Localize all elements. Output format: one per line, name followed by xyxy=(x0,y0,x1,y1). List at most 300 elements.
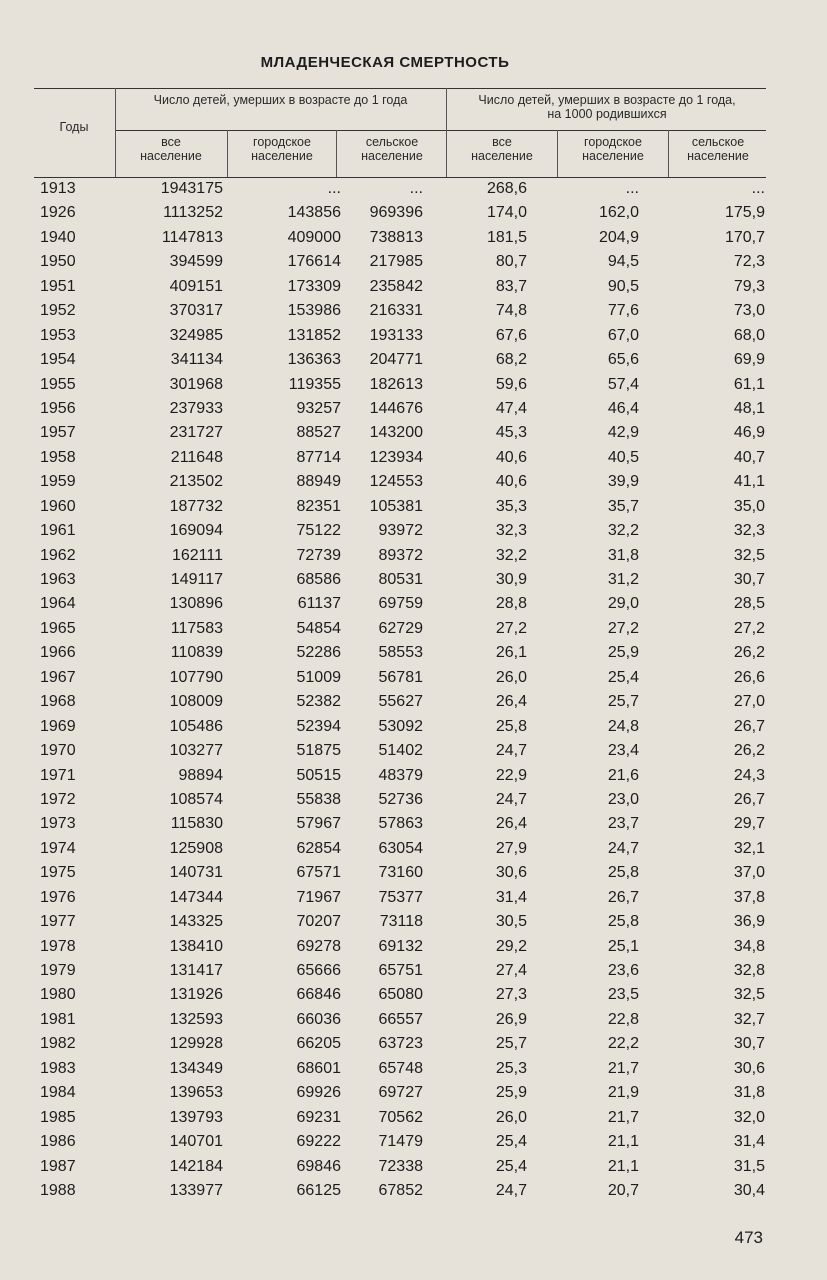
cell-deaths-all: 142184 xyxy=(169,1157,223,1175)
cell-deaths-all: 162111 xyxy=(171,546,223,564)
cell-rate-rural: 32,1 xyxy=(733,839,765,857)
cell-rate-rural: 69,9 xyxy=(733,351,765,369)
table-row xyxy=(0,861,827,885)
cell-rate-rural: 68,0 xyxy=(733,326,765,344)
header-divider xyxy=(336,130,337,177)
cell-deaths-all: 138410 xyxy=(169,937,223,955)
cell-rate-urban: 25,8 xyxy=(607,913,639,931)
cell-deaths-urban: 52286 xyxy=(296,644,341,662)
cell-deaths-all: 149117 xyxy=(170,571,223,588)
cell-rate-rural: 32,7 xyxy=(733,1010,765,1028)
cell-rate-rural: 32,8 xyxy=(733,962,765,979)
cell-rate-all: 47,4 xyxy=(495,399,527,417)
cell-rate-urban: 21,1 xyxy=(607,1133,639,1151)
cell-rate-rural: 26,2 xyxy=(733,742,765,760)
cell-rate-urban: 22,2 xyxy=(607,1035,639,1053)
cell-deaths-urban: 72739 xyxy=(296,546,341,564)
header-years: Годы xyxy=(59,120,89,134)
cell-deaths-all: 140731 xyxy=(169,864,223,882)
table-row xyxy=(0,959,827,983)
cell-rate-rural: 26,2 xyxy=(733,644,765,662)
cell-deaths-urban: 61137 xyxy=(297,595,341,613)
cell-deaths-rural: 124553 xyxy=(369,473,423,491)
cell-deaths-all: 129928 xyxy=(169,1035,223,1053)
cell-rate-rural: 31,5 xyxy=(733,1157,765,1175)
cell-rate-all: 25,3 xyxy=(495,1059,527,1077)
cell-rate-rural: 30,7 xyxy=(733,1035,765,1053)
cell-deaths-urban: 55838 xyxy=(296,790,341,808)
cell-deaths-rural: 123934 xyxy=(369,448,423,466)
cell-year: 1967 xyxy=(40,668,76,686)
cell-rate-rural: 32,5 xyxy=(733,986,765,1004)
cell-deaths-all: 301968 xyxy=(169,375,223,393)
cell-year: 1962 xyxy=(40,546,76,564)
cell-deaths-rural: 217985 xyxy=(369,253,423,271)
cell-year: 1966 xyxy=(40,644,76,662)
cell-deaths-all: 394599 xyxy=(169,253,223,271)
cell-deaths-urban: 69278 xyxy=(296,937,341,955)
table-top-rule xyxy=(34,88,766,89)
table-row xyxy=(0,837,827,861)
cell-rate-rural: 26,7 xyxy=(733,790,765,808)
cell-deaths-rural: 216331 xyxy=(369,302,423,320)
cell-rate-urban: 25,7 xyxy=(607,693,639,711)
cell-year: 1955 xyxy=(40,375,76,393)
cell-deaths-all: 169094 xyxy=(169,522,223,540)
cell-deaths-urban: 51875 xyxy=(296,742,341,760)
cell-deaths-all: 1943175 xyxy=(160,180,223,197)
cell-deaths-rural: 105381 xyxy=(369,497,423,515)
cell-deaths-all: 132593 xyxy=(169,1010,223,1028)
cell-rate-all: 68,2 xyxy=(495,351,527,369)
cell-deaths-all: 130896 xyxy=(169,595,223,613)
table-row xyxy=(0,617,827,641)
cell-rate-urban: 25,4 xyxy=(607,668,639,686)
cell-year: 1913 xyxy=(40,180,76,197)
cell-year: 1981 xyxy=(40,1010,76,1028)
cell-deaths-rural: 73160 xyxy=(378,864,423,882)
cell-deaths-rural: 969396 xyxy=(369,204,423,222)
cell-rate-all: 25,4 xyxy=(495,1133,527,1151)
cell-rate-urban: 57,4 xyxy=(607,375,639,393)
cell-rate-rural: 24,3 xyxy=(733,766,765,784)
cell-year: 1985 xyxy=(40,1108,76,1126)
cell-year: 1988 xyxy=(40,1181,76,1199)
cell-deaths-urban: 51009 xyxy=(296,668,341,686)
table-row xyxy=(0,1130,827,1154)
table-row xyxy=(0,519,827,543)
cell-deaths-all: 115830 xyxy=(170,815,223,833)
cell-rate-urban: 21,9 xyxy=(607,1084,639,1102)
cell-deaths-urban: 62854 xyxy=(296,839,341,857)
cell-deaths-rural: 67852 xyxy=(378,1181,423,1199)
header-group-per-1000: Число детей, умерших в возрасте до 1 года, на 1000 родившихся xyxy=(478,93,736,121)
cell-year: 1970 xyxy=(40,742,76,760)
cell-deaths-all: 187732 xyxy=(169,497,223,515)
cell-rate-rural: 36,9 xyxy=(733,913,765,931)
cell-deaths-rural: 89372 xyxy=(378,546,423,564)
cell-rate-urban: 24,7 xyxy=(607,839,639,857)
cell-deaths-all: 237933 xyxy=(169,399,223,417)
cell-deaths-urban: 52382 xyxy=(296,693,341,711)
cell-rate-rural: 30,6 xyxy=(733,1059,765,1077)
table-row xyxy=(0,299,827,323)
cell-rate-all: 32,2 xyxy=(495,546,527,564)
header-all-population: все население xyxy=(140,135,202,163)
cell-deaths-urban: 68586 xyxy=(296,571,341,588)
cell-deaths-all: 341134 xyxy=(170,351,223,369)
cell-year: 1987 xyxy=(40,1157,76,1175)
cell-rate-all: 26,9 xyxy=(495,1010,527,1028)
cell-rate-rural: 27,2 xyxy=(733,619,765,637)
cell-year: 1940 xyxy=(40,228,76,246)
cell-deaths-all: 370317 xyxy=(169,302,223,320)
cell-deaths-rural: 66557 xyxy=(378,1010,423,1028)
cell-deaths-urban: 57967 xyxy=(296,815,341,833)
cell-rate-urban: 23,0 xyxy=(607,790,639,808)
header-divider xyxy=(446,88,447,177)
cell-deaths-urban: ... xyxy=(327,180,341,197)
table-row xyxy=(0,812,827,836)
cell-deaths-all: 110839 xyxy=(170,644,223,662)
cell-rate-rural: 32,0 xyxy=(733,1108,765,1126)
cell-rate-urban: 67,0 xyxy=(607,326,639,344)
cell-rate-rural: 46,9 xyxy=(733,424,765,442)
cell-deaths-urban: 176614 xyxy=(287,253,341,271)
cell-deaths-all: 108009 xyxy=(169,693,223,711)
header-all-population: все население xyxy=(471,135,533,163)
cell-rate-urban: 162,0 xyxy=(598,204,639,222)
cell-rate-all: 40,6 xyxy=(495,473,527,491)
cell-deaths-all: 117583 xyxy=(170,619,223,637)
cell-rate-all: 181,5 xyxy=(486,228,527,246)
cell-rate-urban: 40,5 xyxy=(607,448,639,466)
cell-deaths-rural: 69759 xyxy=(378,595,423,613)
cell-year: 1978 xyxy=(40,937,76,955)
table-row xyxy=(0,690,827,714)
table-row xyxy=(0,886,827,910)
cell-deaths-all: 139793 xyxy=(169,1108,223,1126)
header-urban-population: городское население xyxy=(582,135,644,163)
cell-deaths-rural: 75377 xyxy=(378,888,423,906)
table-row xyxy=(0,495,827,519)
cell-deaths-urban: 69926 xyxy=(296,1084,341,1102)
cell-deaths-all: 139653 xyxy=(169,1084,223,1102)
table-row xyxy=(0,250,827,274)
cell-year: 1961 xyxy=(40,522,76,540)
cell-rate-all: 268,6 xyxy=(486,180,527,197)
cell-deaths-urban: 82351 xyxy=(296,497,341,515)
cell-deaths-urban: 131852 xyxy=(287,326,341,344)
header-divider xyxy=(227,130,228,177)
cell-year: 1951 xyxy=(40,277,76,295)
table-row xyxy=(0,275,827,299)
cell-rate-all: 26,0 xyxy=(495,1108,527,1126)
cell-deaths-rural: 63723 xyxy=(378,1035,423,1053)
cell-rate-rural: 73,0 xyxy=(733,302,765,320)
cell-rate-urban: 46,4 xyxy=(607,399,639,417)
table-row xyxy=(0,1008,827,1032)
cell-deaths-urban: 68601 xyxy=(296,1059,341,1077)
cell-deaths-all: 98894 xyxy=(178,766,223,784)
cell-year: 1956 xyxy=(40,399,76,417)
cell-deaths-all: 134349 xyxy=(169,1059,223,1077)
cell-deaths-all: 1113252 xyxy=(163,204,223,222)
cell-rate-all: 27,9 xyxy=(495,839,527,857)
table-row xyxy=(0,739,827,763)
cell-rate-urban: 27,2 xyxy=(607,619,639,637)
cell-year: 1959 xyxy=(40,473,76,491)
table-body xyxy=(0,177,827,1203)
cell-deaths-all: 131926 xyxy=(169,986,223,1004)
header-rural-population: сельское население xyxy=(361,135,423,163)
cell-rate-rural: 30,7 xyxy=(733,571,765,588)
cell-deaths-rural: 193133 xyxy=(369,326,423,344)
cell-deaths-rural: 65748 xyxy=(378,1059,423,1077)
cell-rate-all: 30,6 xyxy=(495,864,527,882)
cell-rate-all: 26,4 xyxy=(495,693,527,711)
cell-deaths-rural: 72338 xyxy=(378,1157,423,1175)
cell-deaths-urban: 87714 xyxy=(296,448,341,466)
cell-year: 1953 xyxy=(40,326,76,344)
cell-year: 1964 xyxy=(40,595,76,613)
cell-year: 1974 xyxy=(40,839,76,857)
cell-rate-rural: 31,4 xyxy=(733,1133,765,1151)
cell-deaths-urban: 52394 xyxy=(296,717,341,735)
cell-rate-all: 174,0 xyxy=(486,204,527,222)
cell-deaths-rural: 143200 xyxy=(369,424,423,442)
cell-rate-rural: 37,0 xyxy=(733,864,765,882)
cell-rate-all: 27,4 xyxy=(495,962,527,979)
cell-rate-urban: 23,4 xyxy=(607,742,639,760)
cell-deaths-urban: 69231 xyxy=(296,1108,341,1126)
cell-deaths-urban: 143856 xyxy=(287,204,341,222)
cell-rate-rural: 79,3 xyxy=(733,277,765,295)
cell-deaths-urban: 75122 xyxy=(296,522,341,540)
header-divider xyxy=(557,130,558,177)
cell-deaths-all: 147344 xyxy=(169,888,223,906)
cell-year: 1972 xyxy=(40,790,76,808)
cell-rate-all: 30,5 xyxy=(495,913,527,931)
cell-deaths-urban: 69846 xyxy=(296,1157,341,1175)
cell-rate-urban: 94,5 xyxy=(607,253,639,271)
cell-rate-urban: 23,5 xyxy=(607,986,639,1004)
cell-rate-rural: 32,3 xyxy=(733,522,765,540)
cell-rate-urban: 42,9 xyxy=(607,424,639,442)
cell-rate-rural: 27,0 xyxy=(733,693,765,711)
cell-deaths-all: 140701 xyxy=(169,1133,223,1151)
cell-deaths-rural: 65080 xyxy=(378,986,423,1004)
cell-deaths-all: 409151 xyxy=(169,277,223,295)
table-row xyxy=(0,177,827,201)
cell-deaths-rural: 62729 xyxy=(378,619,423,637)
cell-rate-rural: 31,8 xyxy=(733,1084,765,1102)
cell-deaths-rural: 80531 xyxy=(378,571,423,588)
page-title: МЛАДЕНЧЕСКАЯ СМЕРТНОСТЬ xyxy=(260,54,510,71)
cell-rate-rural: 29,7 xyxy=(733,815,765,833)
cell-year: 1957 xyxy=(40,424,76,442)
table-row xyxy=(0,666,827,690)
cell-rate-rural: 26,7 xyxy=(733,717,765,735)
cell-deaths-urban: 88949 xyxy=(296,473,341,491)
table-row xyxy=(0,1032,827,1056)
cell-deaths-all: 133977 xyxy=(169,1181,223,1199)
cell-year: 1969 xyxy=(40,717,76,735)
cell-rate-rural: 72,3 xyxy=(733,253,765,271)
cell-year: 1952 xyxy=(40,302,76,320)
header-rural-population: сельское население xyxy=(687,135,749,163)
cell-deaths-all: 105486 xyxy=(169,717,223,735)
cell-deaths-rural: 55627 xyxy=(378,693,423,711)
cell-rate-urban: 21,1 xyxy=(607,1157,639,1175)
cell-deaths-rural: 48379 xyxy=(378,766,423,784)
table-row xyxy=(0,1155,827,1179)
cell-rate-urban: 31,2 xyxy=(607,571,639,588)
cell-deaths-rural: 73118 xyxy=(379,913,423,931)
cell-rate-all: 45,3 xyxy=(495,424,527,442)
cell-year: 1973 xyxy=(40,815,76,833)
cell-rate-all: 25,7 xyxy=(495,1035,527,1053)
table-row xyxy=(0,641,827,665)
table-row xyxy=(0,348,827,372)
cell-deaths-rural: 58553 xyxy=(378,644,423,662)
cell-rate-all: 24,7 xyxy=(495,742,527,760)
cell-deaths-rural: 71479 xyxy=(378,1133,423,1151)
cell-deaths-rural: 69132 xyxy=(378,937,423,955)
cell-deaths-rural: 57863 xyxy=(378,815,423,833)
cell-deaths-urban: 153986 xyxy=(287,302,341,320)
cell-rate-all: 83,7 xyxy=(495,277,527,295)
cell-rate-urban: 23,6 xyxy=(607,962,639,979)
cell-deaths-urban: 409000 xyxy=(287,228,341,246)
cell-rate-rural: 26,6 xyxy=(733,668,765,686)
table-row xyxy=(0,373,827,397)
cell-deaths-urban: 93257 xyxy=(296,399,341,417)
cell-rate-urban: 77,6 xyxy=(607,302,639,320)
cell-rate-urban: 32,2 xyxy=(607,522,639,540)
cell-year: 1926 xyxy=(40,204,76,222)
cell-rate-urban: ... xyxy=(625,180,639,197)
cell-year: 1965 xyxy=(40,619,76,637)
cell-deaths-urban: 119355 xyxy=(288,375,341,393)
cell-rate-rural: 32,5 xyxy=(733,546,765,564)
cell-deaths-urban: 66125 xyxy=(296,1181,341,1199)
table-row xyxy=(0,715,827,739)
table-row xyxy=(0,201,827,225)
table-row xyxy=(0,592,827,616)
header-divider xyxy=(668,130,669,177)
cell-rate-urban: 90,5 xyxy=(607,277,639,295)
cell-rate-all: 22,9 xyxy=(495,766,527,784)
cell-rate-rural: 40,7 xyxy=(733,448,765,466)
cell-rate-all: 26,0 xyxy=(495,668,527,686)
cell-deaths-urban: 69222 xyxy=(296,1133,341,1151)
cell-year: 1979 xyxy=(40,962,76,979)
table-row xyxy=(0,1081,827,1105)
cell-deaths-rural: 70562 xyxy=(378,1108,423,1126)
page-number: 473 xyxy=(734,1228,763,1247)
cell-rate-urban: 26,7 xyxy=(607,888,639,906)
cell-deaths-urban: 66846 xyxy=(296,986,341,1004)
cell-deaths-urban: 88527 xyxy=(296,424,341,442)
cell-deaths-urban: 70207 xyxy=(296,913,341,931)
table-row xyxy=(0,935,827,959)
cell-year: 1960 xyxy=(40,497,76,515)
cell-deaths-rural: 69727 xyxy=(378,1084,423,1102)
cell-deaths-all: 231727 xyxy=(169,424,223,442)
table-row xyxy=(0,1106,827,1130)
cell-rate-rural: 28,5 xyxy=(733,595,765,613)
cell-deaths-rural: 93972 xyxy=(378,522,423,540)
cell-deaths-rural: 53092 xyxy=(378,717,423,735)
header-urban-population: городское население xyxy=(251,135,313,163)
header-divider xyxy=(115,88,116,177)
cell-rate-urban: 29,0 xyxy=(607,595,639,613)
table-row xyxy=(0,324,827,348)
cell-rate-urban: 21,6 xyxy=(607,766,639,784)
cell-year: 1971 xyxy=(40,766,76,784)
cell-rate-rural: 37,8 xyxy=(733,888,765,906)
cell-year: 1980 xyxy=(40,986,76,1004)
header-group-absolute: Число детей, умерших в возрасте до 1 года xyxy=(153,93,408,107)
cell-year: 1963 xyxy=(40,571,76,588)
cell-deaths-rural: 738813 xyxy=(369,228,423,246)
table-row xyxy=(0,910,827,934)
cell-deaths-urban: 67571 xyxy=(296,864,341,882)
table-row xyxy=(0,568,827,592)
cell-rate-urban: 204,9 xyxy=(598,228,639,246)
cell-year: 1984 xyxy=(40,1084,76,1102)
cell-deaths-rural: 63054 xyxy=(378,839,423,857)
cell-deaths-all: 324985 xyxy=(169,326,223,344)
cell-rate-all: 25,9 xyxy=(495,1084,527,1102)
cell-deaths-rural: 52736 xyxy=(378,790,423,808)
cell-rate-urban: 35,7 xyxy=(607,497,639,515)
cell-rate-rural: 34,8 xyxy=(733,937,765,955)
cell-deaths-rural: 56781 xyxy=(378,668,423,686)
cell-rate-rural: 41,1 xyxy=(733,473,765,491)
table-row xyxy=(0,226,827,250)
cell-rate-urban: 25,9 xyxy=(607,644,639,662)
cell-rate-all: 26,1 xyxy=(495,644,527,662)
cell-deaths-urban: 54854 xyxy=(296,619,341,637)
cell-rate-all: 74,8 xyxy=(495,302,527,320)
cell-year: 1950 xyxy=(40,253,76,271)
cell-rate-all: 30,9 xyxy=(495,571,527,588)
cell-deaths-rural: 51402 xyxy=(378,742,423,760)
cell-rate-rural: 175,9 xyxy=(724,204,765,222)
cell-year: 1958 xyxy=(40,448,76,466)
cell-deaths-rural: 144676 xyxy=(369,399,423,417)
cell-rate-all: 35,3 xyxy=(495,497,527,515)
cell-rate-all: 80,7 xyxy=(495,253,527,271)
cell-rate-urban: 65,6 xyxy=(607,351,639,369)
cell-deaths-rural: 65751 xyxy=(378,962,423,979)
cell-rate-all: 31,4 xyxy=(495,888,527,906)
cell-rate-rural: ... xyxy=(751,180,765,197)
cell-year: 1982 xyxy=(40,1035,76,1053)
cell-rate-urban: 25,1 xyxy=(607,937,639,955)
cell-rate-rural: 170,7 xyxy=(724,228,765,246)
cell-year: 1976 xyxy=(40,888,76,906)
table-row xyxy=(0,764,827,788)
cell-deaths-urban: 66036 xyxy=(296,1010,341,1028)
cell-rate-all: 27,3 xyxy=(495,986,527,1004)
cell-rate-rural: 35,0 xyxy=(733,497,765,515)
cell-rate-all: 27,2 xyxy=(495,619,527,637)
cell-rate-urban: 22,8 xyxy=(607,1010,639,1028)
cell-deaths-urban: 65666 xyxy=(296,962,341,979)
